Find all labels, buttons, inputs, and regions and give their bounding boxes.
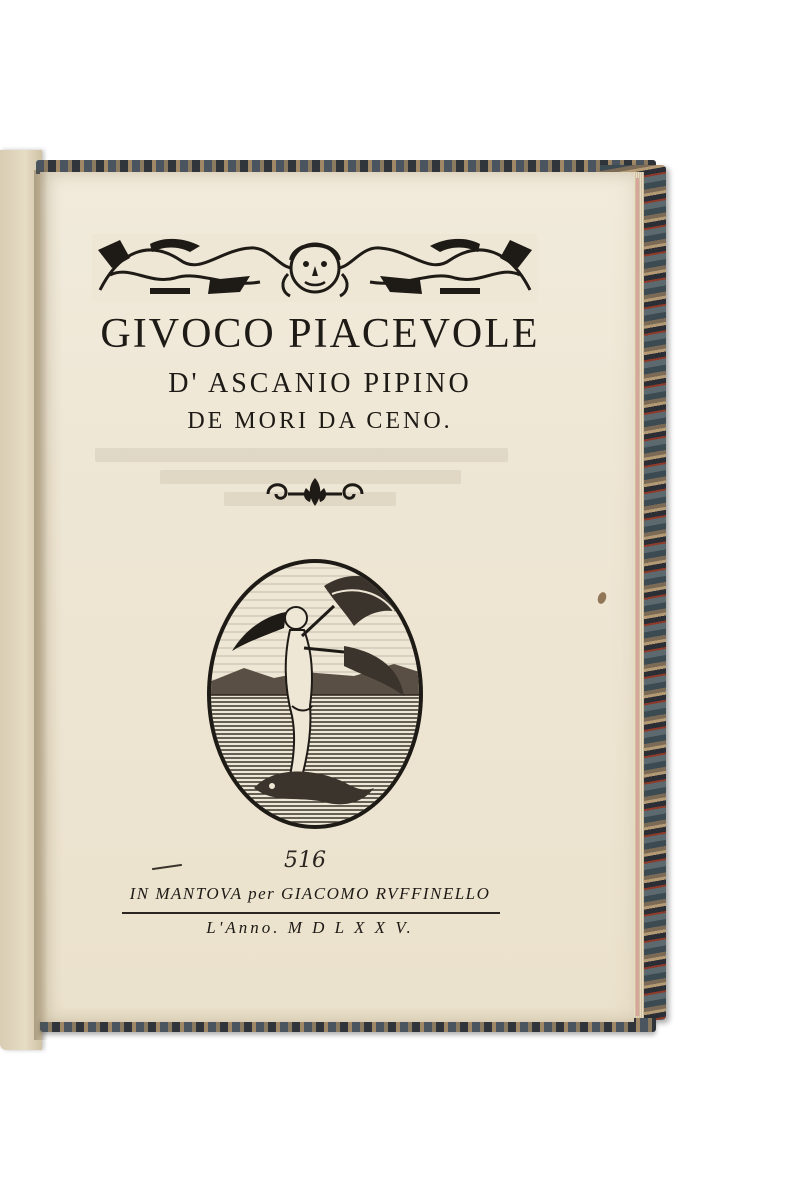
grotesque-mask-headpiece-icon: [90, 230, 540, 306]
manuscript-number: 516: [284, 848, 326, 873]
imprint-rule: [122, 912, 500, 914]
fortune-on-dolphin-oval-woodcut-icon: [204, 556, 426, 832]
imprint-line: IN MANTOVA per GIACOMO RVFFINELLO: [129, 884, 491, 903]
page-edge-rule: [636, 178, 639, 1016]
fleuron-ornament-icon: [262, 474, 368, 510]
gutter-shadow: [34, 170, 48, 1040]
imprint-date: L'Anno. M D L X X V.: [206, 918, 414, 937]
origin-line: DE MORI DA CENO.: [187, 408, 453, 434]
book-title: GIVOCO PIACEVOLE: [100, 311, 540, 357]
author-line: D' ASCANIO PIPINO: [168, 368, 472, 399]
